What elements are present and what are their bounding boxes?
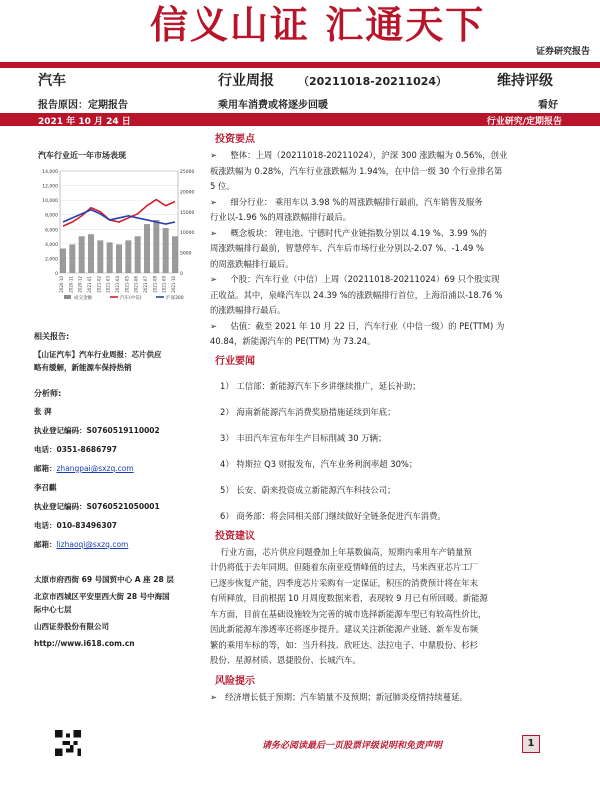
x-tick-label: 2021-05 — [124, 276, 130, 293]
report-headline: 乘用车消费或将逐步回暖 — [218, 100, 328, 111]
analyst-label: 分析师: — [34, 389, 62, 398]
address-line-2: 北京市西城区平安里西大街 28 号中海国 — [34, 592, 170, 601]
related-reports-label: 相关报告: — [34, 332, 70, 341]
news-item: 3） 丰田汽车宣布年生产目标削减 30 万辆； — [220, 432, 387, 443]
x-tick-label: 2021-06 — [133, 276, 139, 293]
y-tick-left: 12,000 — [42, 184, 58, 190]
analyst-1-email-row — [34, 462, 204, 475]
report-category: 行业研究/定期报告 — [486, 117, 562, 127]
header-red-bar — [0, 62, 600, 68]
analyst-1-cert: 执业登记编码：S0760519110002 — [34, 426, 160, 435]
analyst-2-name: 李召麒 — [34, 483, 57, 492]
y-tick-left: 2,000 — [45, 257, 58, 263]
y-tick-right: 0 — [180, 272, 183, 277]
advice-line: 行业方面，芯片供应问题叠加上年基数偏高，短期内乘用车产销量预 — [210, 546, 472, 557]
key-point-line: 5 位。 — [210, 181, 235, 191]
advice-line: 因此新能源车渗透率还将逐步提升。建议关注新能源产业链、新车发布频 — [210, 624, 478, 634]
chart-title: 汽车行业近一年市场表现 — [38, 151, 126, 160]
volume-bar — [163, 228, 169, 273]
disclaimer-notice[interactable]: 请务必阅读最后一页股票评级说明和免责声明 — [262, 741, 443, 751]
news-item: 5） 长安、蔚来投资成立新能源汽车科技公司； — [220, 484, 396, 495]
arrow-bullet-icon: ➢ — [210, 227, 231, 238]
key-point-line: 40.84，新能源汽车的 PE(TTM) 为 73.24。 — [210, 336, 376, 346]
page-number: 1 — [522, 735, 540, 753]
key-point-line: ➢ 个股：汽车行业（中信）上周（20211018-20211024）69 只个股实现 — [210, 274, 500, 284]
report-date: 2021 年 10 月 24 日 — [38, 117, 131, 127]
section-title-key-points: 投资要点 — [215, 134, 255, 145]
x-tick-label: 2021-08 — [152, 276, 158, 293]
volume-bar — [125, 240, 131, 273]
key-point-line: 板涨跌幅为 0.28%，汽车行业涨跌幅为 1.94%，在中信一级 30 个行业排名第 — [210, 165, 503, 176]
advice-line: 股份、星源材质、恩捷股份、长城汽车。 — [210, 655, 361, 665]
volume-bar — [172, 236, 178, 273]
x-tick-label: 2021-01 — [87, 276, 92, 293]
key-point-item — [210, 272, 565, 319]
advice-paragraph — [210, 545, 565, 669]
address-line-3: 际中心七层 — [34, 605, 72, 614]
related-report-line-2[interactable]: 略有缓解，新能源车保持热销 — [34, 363, 132, 372]
arrow-bullet-icon: ➢ — [210, 691, 226, 702]
legend-label: 成交金额 — [74, 296, 92, 301]
key-point-item — [210, 226, 565, 273]
key-point-line: ➢ 细分行业： 乘用车以 3.98 %的周涨跌幅排行最前，汽车销售及服务 — [210, 196, 483, 207]
y-tick-left: 10,000 — [42, 199, 58, 205]
volume-bar — [107, 242, 113, 273]
arrow-bullet-icon: ➢ — [210, 196, 231, 207]
y-tick-right: 5000 — [180, 251, 192, 257]
main-content — [210, 128, 565, 705]
sidebar — [34, 130, 204, 650]
rating-label: 维持评级 — [497, 73, 553, 89]
news-item: 1） 工信部：新能源汽车下乡讲继续推广，延长补助； — [220, 380, 421, 391]
x-tick-label: 2020-10 — [59, 276, 64, 293]
news-item: 6） 商务部：将会同相关部门继续做好全链条促进汽车消费。 — [220, 510, 446, 521]
section-title-news: 行业要闻 — [215, 355, 255, 367]
x-tick-label: 2021-09 — [161, 276, 167, 293]
key-point-line: 行业以-1.96 %的周涨跌幅排行最后。 — [210, 212, 352, 222]
advice-line: 有所释放，目前根据 10 月周度数据来看，表现较 9 月已有所回暖。新能源 — [210, 593, 488, 603]
y-tick-right: 15000 — [180, 210, 195, 216]
x-tick-label: 2021-07 — [143, 276, 148, 293]
x-tick-label: 2021-03 — [105, 276, 111, 293]
key-points — [210, 148, 565, 350]
y-tick-left: 8,000 — [45, 213, 58, 219]
key-point-item — [210, 195, 565, 226]
arrow-bullet-icon: ➢ — [210, 150, 231, 160]
related-report-line-1[interactable]: 【山证汽车】汽车行业周报：芯片供应 — [34, 350, 162, 359]
key-point-line: 周涨跌幅排行最前，智慧停车、汽车后市场行业分别以-2.07 %、-1.49 % — [210, 243, 484, 253]
news-item: 2） 海南新能源汽车消费奖励措施延续到年底； — [220, 406, 396, 417]
key-point-line: ➢ 估值：截至 2021 年 10 月 22 日，汽车行业（中信一级）的 PE(TTM) 为 — [210, 320, 505, 331]
volume-bar — [69, 244, 75, 273]
volume-bar — [144, 224, 150, 273]
y-tick-right: 20000 — [180, 190, 195, 196]
qr-code-icon — [55, 730, 81, 756]
advice-line: 繁的乘用车标的等，如：当升科技、欣旺达、法拉电子、中鼎股份、杉杉 — [210, 639, 478, 650]
rating-value: 看好 — [538, 100, 558, 111]
y-tick-left: 4,000 — [45, 242, 58, 248]
legend-label: 沪深300 — [166, 296, 184, 301]
legend-swatch — [64, 295, 71, 299]
analyst-1-phone: 电话：0351-8686797 — [34, 445, 118, 454]
section-title-risk: 风险提示 — [215, 675, 255, 687]
email-label: 邮箱： — [34, 464, 57, 473]
email-label: 邮箱： — [34, 540, 57, 549]
y-tick-left: 14,000 — [42, 170, 58, 175]
x-tick-label: 2021-10 — [171, 276, 176, 293]
volume-bar — [79, 236, 85, 273]
arrow-bullet-icon: ➢ — [210, 320, 231, 331]
key-point-item — [210, 319, 565, 350]
banner-dept: 证券研究报告 — [535, 47, 590, 57]
volume-bar — [60, 249, 66, 273]
key-point-item — [210, 148, 565, 195]
x-tick-label: 2020-12 — [77, 276, 83, 293]
analyst-2-email-link[interactable]: lizhaoqi@sxzq.com — [56, 540, 129, 549]
key-point-line: 的周涨跌幅排行最后。 — [210, 258, 294, 269]
key-point-line: 正收益。其中，泉峰汽车以 24.39 %的涨跌幅排行首位，上海沿浦以-18.76 % — [210, 289, 503, 300]
advice-line: 已逐步恢复产能，四季度芯片采购有一定保证，积压的消费预计将在年末 — [210, 577, 478, 588]
key-point-line: 的涨跌幅排行最后。 — [210, 305, 286, 315]
advice-line: 车方面，目前在基础设施较为完善的城市选择新能源车型已有较高性价比， — [210, 608, 487, 619]
report-period: （20211018-20211024） — [298, 75, 448, 88]
address-line-1: 太原市府西街 69 号国贸中心 A 座 28 层 — [34, 575, 174, 584]
y-tick-left: 0 — [55, 272, 58, 277]
y-tick-right: 25000 — [180, 170, 195, 175]
x-tick-label: 2020-11 — [68, 276, 74, 293]
analyst-2-email-row — [34, 538, 204, 551]
legend-label: 汽车(中信) — [120, 296, 142, 301]
analyst-1-name: 张 湃 — [34, 407, 52, 416]
arrow-bullet-icon: ➢ — [210, 274, 231, 284]
market-performance-chart — [34, 165, 204, 305]
volume-bar — [88, 234, 94, 273]
analyst-1-email-link[interactable]: zhangpai@sxzq.com — [56, 464, 134, 473]
key-point-line: ➢ 整体：上周（20211018-20211024），沪深 300 涨跌幅为 0.56%，创业 — [210, 150, 508, 160]
analyst-2-phone: 电话：010-83496307 — [34, 521, 118, 530]
banner — [0, 0, 600, 62]
date-band — [0, 113, 600, 126]
x-tick-label: 2021-02 — [96, 276, 102, 293]
section-title-advice: 投资建议 — [215, 530, 255, 542]
volume-bar — [153, 220, 159, 273]
news-item: 4） 特斯拉 Q3 财报发布，汽车业务利润率超 30%； — [220, 458, 418, 469]
analyst-2-cert: 执业登记编码：S0760521050001 — [34, 502, 160, 511]
advice-line: 计仍将低于去年同期。但随着东南亚疫情峰值的过去，马来西亚芯片工厂 — [210, 562, 478, 572]
risk-item: ➢ 经济增长低于预期；汽车销量不及预期；新冠肺炎疫情持续蔓延。 — [210, 691, 468, 702]
report-type: 行业周报 — [218, 73, 274, 89]
company-website[interactable]: http://www.i618.com.cn — [34, 639, 135, 648]
volume-bar — [135, 236, 141, 273]
company-name: 山西证券股份有限公司 — [34, 622, 109, 631]
volume-bar — [97, 240, 103, 273]
report-reason: 报告原因：定期报告 — [38, 100, 128, 111]
y-tick-right: 10000 — [180, 231, 195, 237]
y-tick-left: 6,000 — [45, 228, 58, 234]
industry-name: 汽车 — [38, 73, 66, 89]
key-point-line: ➢ 概念板块： 锂电池、宁德时代产业链指数分别以 4.19 %、3.99 %的 — [210, 227, 487, 238]
volume-bar — [116, 244, 122, 273]
banner-title: 信义山证 汇通天下 — [150, 2, 486, 47]
x-tick-label: 2021-04 — [115, 276, 120, 293]
